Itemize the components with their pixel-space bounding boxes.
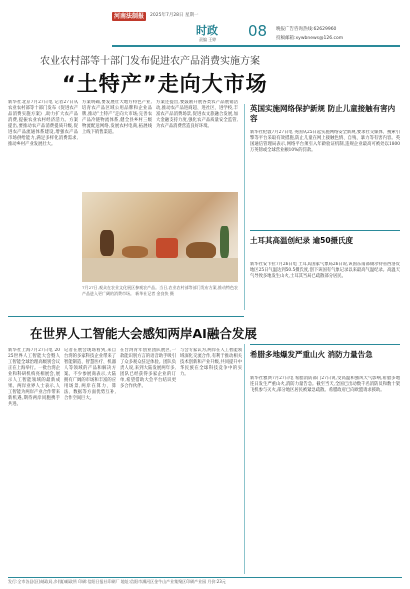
article3-title [250, 236, 400, 246]
hotline: 晚报广告咨询热线:62629960 [276, 27, 337, 32]
email: 投稿邮箱:xywbnews@126.com [276, 36, 344, 41]
article2-title-text: 英国实施网络保护新规 防止儿童接触有害内容 [250, 104, 396, 123]
footer-info: 发行:全市各县(区)邮政局,乡(镇)邮政所 印刷:信阳日报社印刷厂 地址:信阳市浉河区金牛山产业集聚区印刷产业园 月价:23元 [8, 579, 226, 584]
masthead [0, 0, 410, 48]
section-editor: 责编 王婷 [199, 37, 217, 42]
article1-kicker: 农业农村部等十部门发布促进农产品消费实施方案 [40, 56, 260, 67]
header-divider [112, 45, 400, 47]
newspaper-logo: 河南法制报 [113, 13, 144, 20]
article4-title: 在世界人工智能大会感知两岸AI融合发展 [30, 326, 257, 341]
article5-body: 新华社雅典7月27日电 希腊消防部门27日说,受高温和强风天气影响,希腊多地连日发生严重山火,消防力量告急。截至当天,全国已出动数千名消防员和数十架飞机参与灭火,部分地区居民被紧急疏散。希腊政府已向欧盟请求援助。 [250, 376, 400, 393]
article2-divider [250, 230, 400, 231]
photo-table [82, 258, 238, 282]
article1-photo [82, 192, 238, 282]
photo-bowl [122, 246, 148, 258]
article3-title-text: 土耳其高温创纪录 逾50摄氏度 [250, 236, 354, 245]
article2-body: 新华社伦敦7月27日电 英国从25日起实施网络安全新规,要求社交媒体、搜索引擎等平台采取有效措施,防止儿童在网上接触色情、自残、暴力等有害内容。英国通信管理局表示,网络平台须引入年龄验证机制,违规企业最高可被处以1800万英镑或全球营业额10%的罚款。 [250, 130, 400, 153]
article5-title-text: 希腊多地爆发严重山火 消防力量告急 [250, 350, 373, 359]
photo-jar [100, 230, 114, 256]
bottom-divider [244, 344, 245, 574]
article1-col3: 方案还提出,要鼓励开展各类农产品展销活动,推动农产品进商超、进社区、进学校,丰富农产品消费场景,促进农文旅融合发展,加大金融支持力度,强化农产品质量安全监管,为农产品消费营造良好环境。 [156, 100, 238, 129]
page-number: 08 [248, 22, 268, 40]
article2-title [250, 104, 400, 124]
photo-bottle [220, 226, 229, 258]
article1-photo-caption: 7月27日,观众在农业文化展区参观农产品。当日,农业农村部等部门发布方案,推动特色农产品进入更广阔的消费市场。 新华社记者 金良快 摄 [82, 285, 238, 296]
issue-date: 2025年7月28日 星期一 [150, 13, 199, 18]
article4-col4: 与会专家认为,两岸在人工智能领域深化交流合作,有利于推动相关技术创新和产业升级,共同提升中华民族在全球科技竞争中的实力。 [180, 348, 242, 377]
article4-col2: 记者在展会现场看到,来自台湾的多家科技企业带来了智能制造、智慧医疗、机器人等领域的产品和解决方案。不少参展商表示,大陆拥有广阔的市场和丰富的应用场景,两岸在算力、算法、数据等方面优势互补,合作空间巨大。 [64, 348, 116, 401]
article1-title: “土特产”走向大市场 [62, 72, 268, 96]
article1-col2: 方案明确,要发展壮大地方特色产业,培育农产品区域公用品牌和企业品牌,推动“土特产”走向大市场;完善农产品冷链物流体系,健全县乡村三级物流配送网络,发展农村电商,拓展线上线下销售渠道。 [82, 100, 152, 135]
article4-col3: 在台湾青年创业团队展区,一款能识别方言的语音助手吸引了众多观众驻足体验。团队负责人说,来到大陆发展两年多,团队已经获得多家企业的订单,希望借助大会平台结识更多合作伙伴。 [120, 348, 176, 389]
article5-top-rule [250, 344, 400, 345]
article4-col1: 新华社上海7月27日电 2025世界人工智能大会暨人工智能全球治理高级别会议正在上海举行。一批台湾企业和科研机构亮相展会,展示人工智能领域的最新成果。两岸业界人士表示,人工智能为两岸产业合作带来新机遇,期待两岸同胞携手共进。 [8, 348, 60, 407]
article3-body: 新华社安卡拉7月26日电 土耳其国家气象局26日说,该国东南部锡尔特省西洛皮地区25日气温达到50.5摄氏度,创下该国有气象记录以来最高气温纪录。高温天气导致多地发生山火,土耳其当局已疏散部分居民。 [250, 262, 400, 279]
article1-col1: 新华社北京7月27日电 记者27日从农业农村部等十部门发布《促进农产品消费实施方案》,助力扩大农产品消费,提振农业农村经济活力。方案提出,要推动农产品消费提质升级,促进农产品流通体系建设,增强农产品市场供给能力,满足多样化消费需求,推动乡村产业发展壮大。 [8, 100, 78, 147]
article5-title [250, 350, 400, 360]
mid-divider [8, 316, 244, 317]
section-title: 时政 [196, 24, 218, 37]
footer-rule [8, 577, 402, 578]
photo-box [156, 238, 178, 258]
left-divider [244, 104, 245, 310]
